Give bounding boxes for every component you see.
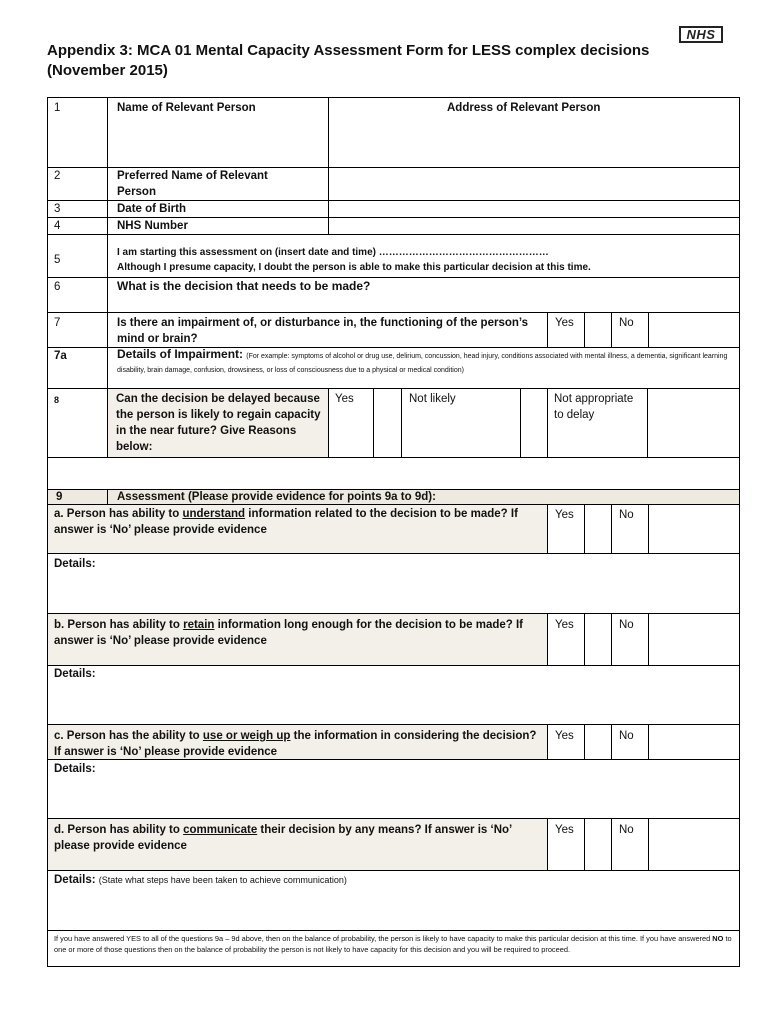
question-b-text: b. Person has ability to retain information long enough for the decision to be made? If answer is ‘No’ please provide evidence xyxy=(54,619,524,647)
row7a-text: Details of Impairment: (For example: symptoms of alcohol or drug use, delirium, concussion, head injury, conditions associated with mental illness, a dementia, significant learning disability, brain damage, confusion, drowsiness, or loss of consciousness due to a physical or medical condition) xyxy=(117,347,728,374)
row8-yes-label: Yes xyxy=(335,393,354,405)
footer-note: If you have answered YES to all of the questions 9a – 9d above, then on the balance of probability, the person is likely to have capacity to make this particular decision at this time. If you have answered NO to one or more of those questions then on the balance of probability the person is not likely to have capacity for this decision and you will be required to proceed. xyxy=(54,934,732,954)
row7-label: Is there an impairment of, or disturbance in, the functioning of the person’s mind or brain? xyxy=(117,317,529,345)
qc-details-label: Details: xyxy=(54,763,96,775)
qb-details-label: Details: xyxy=(54,668,96,680)
row8-num: 8 xyxy=(54,395,60,405)
delay-reasons-field[interactable] xyxy=(47,457,740,490)
qb-yes-label: Yes xyxy=(555,619,574,631)
qc-no-checkbox[interactable] xyxy=(648,724,740,760)
qd-yes-label: Yes xyxy=(555,824,574,836)
row4-num: 4 xyxy=(54,220,61,232)
nhs-logo: NHS xyxy=(679,26,723,43)
qd-no-label: No xyxy=(619,824,634,836)
row8-not-appropriate-label: Not appropriate to delay xyxy=(554,393,634,421)
qb-details-field[interactable] xyxy=(47,665,740,725)
qc-yes-checkbox[interactable] xyxy=(584,724,612,760)
qc-details-field[interactable] xyxy=(47,759,740,819)
row8-not-likely-checkbox[interactable] xyxy=(520,388,548,458)
qc-yes-label: Yes xyxy=(555,730,574,742)
qa-details-label: Details: xyxy=(54,558,96,570)
question-d-text: d. Person has ability to communicate their decision by any means? If answer is ‘No’ please provide evidence xyxy=(54,824,512,852)
row8-not-likely-label: Not likely xyxy=(409,393,456,405)
row7-num: 7 xyxy=(54,317,61,329)
date-of-birth-field[interactable] xyxy=(328,200,740,218)
row3-num: 3 xyxy=(54,203,61,215)
row4-label: NHS Number xyxy=(117,220,188,232)
row1-label: Name of Relevant Person xyxy=(117,102,256,114)
row8-not-appropriate-checkbox[interactable] xyxy=(647,388,740,458)
page-title: Appendix 3: MCA 01 Mental Capacity Assessment Form for LESS complex decisions (November 2015) xyxy=(47,42,650,79)
qb-yes-checkbox[interactable] xyxy=(584,613,612,666)
row7a-num: 7a xyxy=(54,350,67,362)
qb-no-checkbox[interactable] xyxy=(648,613,740,666)
question-c-text: c. Person has the ability to use or weigh up the information in considering the decision? If answer is ‘No’ please provide evidence xyxy=(54,730,537,758)
row7-no-label: No xyxy=(619,317,634,329)
presume-capacity-line: Although I presume capacity, I doubt the person is able to make this particular decision at this time. xyxy=(117,262,591,273)
qd-no-checkbox[interactable] xyxy=(648,818,740,871)
qb-no-label: No xyxy=(619,619,634,631)
row5-num: 5 xyxy=(54,254,61,266)
address-label: Address of Relevant Person xyxy=(447,102,601,114)
assessment-start-line: I am starting this assessment on (insert date and time) …………………………………………… xyxy=(117,247,549,258)
qd-yes-checkbox[interactable] xyxy=(584,818,612,871)
row2-num: 2 xyxy=(54,170,61,182)
row8-label: Can the decision be delayed because the person is likely to regain capacity in the near future? Give Reasons below: xyxy=(116,393,321,453)
row6-num: 6 xyxy=(54,281,61,293)
qa-yes-checkbox[interactable] xyxy=(584,504,612,554)
row6-label: What is the decision that needs to be made? xyxy=(117,279,371,293)
row7-yes-label: Yes xyxy=(555,317,574,329)
question-a-text: a. Person has ability to understand information related to the decision to be made? If answer is ‘No’ please provide evidence xyxy=(54,508,518,536)
row9-num: 9 xyxy=(56,491,63,503)
qa-no-checkbox[interactable] xyxy=(648,504,740,554)
preferred-name-field[interactable] xyxy=(328,167,740,201)
nhs-number-field[interactable] xyxy=(328,217,740,235)
row3-label: Date of Birth xyxy=(117,203,186,215)
row2-label: Preferred Name of Relevant Person xyxy=(117,170,268,198)
qa-yes-label: Yes xyxy=(555,509,574,521)
qa-details-field[interactable] xyxy=(47,553,740,614)
row9-label: Assessment (Please provide evidence for points 9a to 9d): xyxy=(117,491,436,503)
row7-no-checkbox[interactable] xyxy=(648,312,740,348)
qd-details-text: Details: (State what steps have been taken to achieve communication) xyxy=(54,874,347,886)
row8-yes-checkbox[interactable] xyxy=(373,388,402,458)
row1-num: 1 xyxy=(54,102,61,114)
row7-yes-checkbox[interactable] xyxy=(584,312,612,348)
qa-no-label: No xyxy=(619,509,634,521)
qc-no-label: No xyxy=(619,730,634,742)
